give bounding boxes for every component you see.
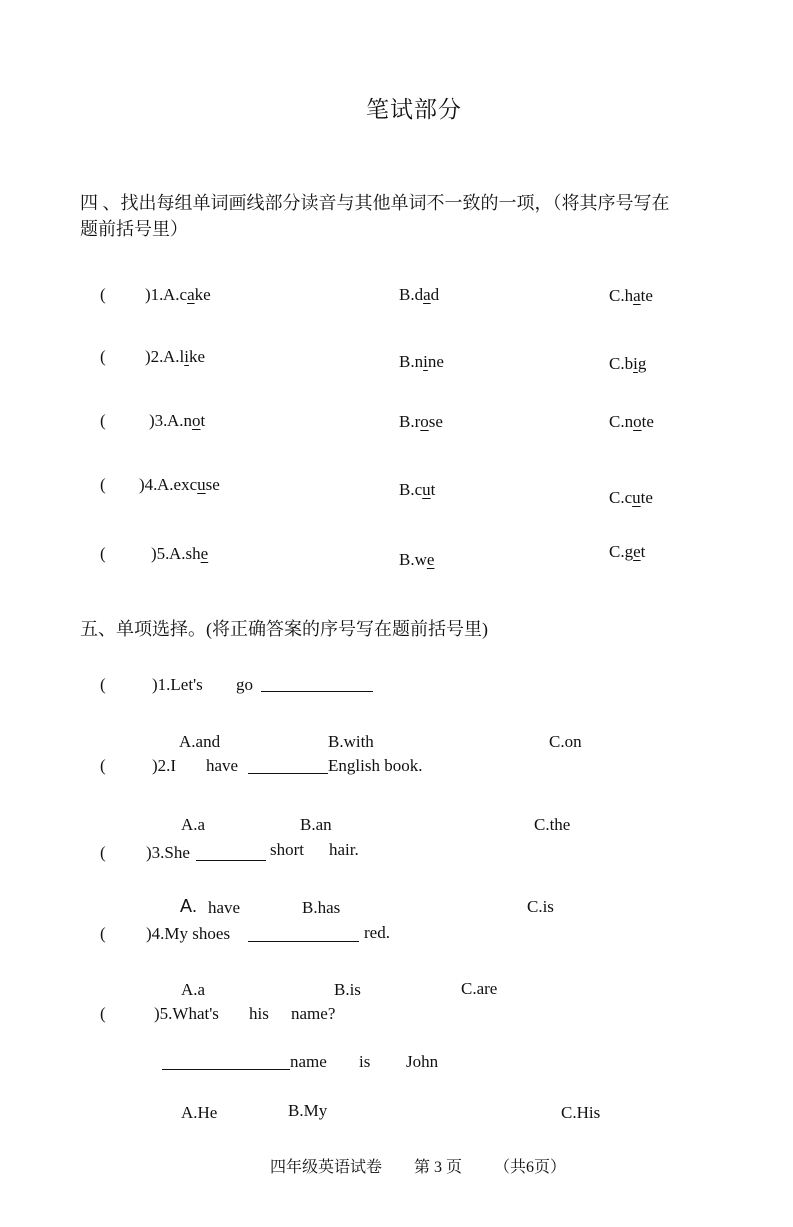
- option-c: C.is: [527, 897, 554, 916]
- option-b: B.has: [302, 898, 341, 917]
- option-a: [157, 476, 220, 493]
- word-part: ne: [427, 352, 444, 371]
- option-b: [399, 551, 434, 568]
- word-part: t: [430, 480, 436, 499]
- underlined-letters: e: [426, 550, 435, 569]
- word-part: B.d: [399, 285, 424, 304]
- answer-word: is: [359, 1052, 371, 1071]
- option-c: C.on: [549, 732, 582, 751]
- option-a: [167, 412, 205, 429]
- word-part: t: [200, 411, 206, 430]
- question-stem: )3.She: [146, 843, 190, 862]
- option-c: [609, 413, 654, 430]
- word-part: A.exc: [157, 475, 198, 494]
- question-stem: )1.Let's: [152, 675, 203, 694]
- answer-paren[interactable]: (: [100, 843, 106, 862]
- option-c: [609, 287, 653, 304]
- answer-paren[interactable]: (: [100, 675, 106, 694]
- option-a: A.a: [181, 815, 206, 834]
- word-part: A.c: [163, 285, 188, 304]
- answer-paren[interactable]: (: [100, 1004, 106, 1023]
- question-word: have: [206, 756, 239, 775]
- option-b: B.an: [300, 815, 332, 834]
- word-part: C.c: [609, 488, 633, 507]
- option-a: A.and: [179, 732, 221, 751]
- question-stem: )5.What's: [154, 1004, 219, 1023]
- word-part: ke: [188, 347, 206, 366]
- word-part: B.c: [399, 480, 423, 499]
- item-number: )5.: [151, 544, 170, 563]
- option-c: C.the: [534, 815, 571, 834]
- section5-heading: 五、单项选择。(将正确答案的序号写在题前括号里): [80, 619, 488, 639]
- question-rest: short: [270, 840, 304, 859]
- option-a: A.a: [181, 980, 206, 999]
- answer-paren[interactable]: (: [100, 756, 106, 775]
- underlined-letters: a: [187, 285, 195, 304]
- question-rest: red.: [364, 923, 390, 942]
- word-part: C.h: [609, 286, 634, 305]
- underlined-letters: u: [632, 488, 641, 507]
- underlined-letters: o: [633, 412, 642, 431]
- word-part: B.n: [399, 352, 424, 371]
- option-b: B.is: [334, 980, 361, 999]
- footer-page-total: （共6页）: [494, 1159, 567, 1176]
- word-part: d: [430, 285, 440, 304]
- underlined-letters: u: [197, 475, 206, 494]
- footer-exam-name: 四年级英语试卷: [270, 1159, 383, 1176]
- question-stem: )4.My shoes: [146, 924, 231, 943]
- option-a: A.He: [181, 1103, 218, 1122]
- underlined-letters: i: [633, 354, 638, 373]
- page-title: 笔试部分: [366, 97, 462, 122]
- answer-paren[interactable]: (: [100, 411, 106, 430]
- word-part: B.w: [399, 550, 427, 569]
- question-rest: English book.: [328, 756, 423, 775]
- word-part: C.n: [609, 412, 634, 431]
- option-b: [399, 286, 439, 303]
- question-word: go: [236, 675, 253, 694]
- option-a: [163, 286, 211, 303]
- item-number: )2.: [145, 347, 164, 366]
- word-part: C.g: [609, 542, 634, 561]
- answer-blank[interactable]: [261, 690, 373, 692]
- word-part: A.l: [163, 347, 185, 366]
- answer-paren[interactable]: (: [100, 544, 106, 563]
- option-a-letter: A.: [180, 896, 198, 916]
- underlined-letters: o: [420, 412, 429, 431]
- answer-word: John: [406, 1052, 439, 1071]
- question-word: name?: [291, 1004, 336, 1023]
- option-b: [399, 353, 444, 370]
- answer-blank[interactable]: [248, 940, 359, 942]
- word-part: se: [428, 412, 443, 431]
- answer-word: name: [290, 1052, 327, 1071]
- option-b: B.My: [288, 1101, 328, 1120]
- option-a: [169, 545, 208, 562]
- word-part: se: [205, 475, 220, 494]
- answer-paren[interactable]: (: [100, 285, 106, 304]
- option-c: [609, 489, 653, 506]
- option-a: have: [208, 898, 241, 917]
- answer-blank[interactable]: [196, 859, 266, 861]
- word-part: A.sh: [169, 544, 201, 563]
- item-number: )1.: [145, 285, 164, 304]
- footer-page-number: 第 3 页: [414, 1159, 463, 1176]
- word-part: ke: [194, 285, 211, 304]
- word-part: te: [640, 286, 653, 305]
- item-number: )3.: [149, 411, 168, 430]
- word-part: C.b: [609, 354, 634, 373]
- option-c: [609, 543, 645, 560]
- option-a: [163, 348, 205, 365]
- option-b: [399, 413, 443, 430]
- section4-heading-line2: 题前括号里）: [80, 219, 188, 239]
- question-word: his: [249, 1004, 269, 1023]
- underlined-letters: o: [192, 411, 201, 430]
- underlined-letters: u: [422, 480, 431, 499]
- option-b: B.with: [328, 732, 374, 751]
- option-c: C.His: [561, 1103, 601, 1122]
- answer-paren[interactable]: (: [100, 475, 106, 494]
- word-part: te: [641, 412, 654, 431]
- underlined-letters: i: [184, 347, 189, 366]
- word-part: t: [640, 542, 646, 561]
- answer-paren[interactable]: (: [100, 347, 106, 366]
- underlined-letters: i: [423, 352, 428, 371]
- question-rest: hair.: [329, 840, 359, 859]
- word-part: g: [637, 354, 647, 373]
- underlined-letters: a: [423, 285, 431, 304]
- word-part: B.r: [399, 412, 421, 431]
- underlined-letters: e: [633, 542, 641, 561]
- section4-heading-line1: 四 、找出每组单词画线部分读音与其他单词不一致的一项，（将其序号写在: [80, 193, 670, 213]
- option-b: [399, 481, 435, 498]
- item-number: )4.: [139, 475, 158, 494]
- option-c: [609, 355, 646, 372]
- word-part: te: [640, 488, 653, 507]
- word-part: A.n: [167, 411, 193, 430]
- answer-blank[interactable]: [162, 1068, 290, 1070]
- underlined-letters: e: [200, 544, 209, 563]
- option-c: C.are: [461, 979, 498, 998]
- answer-paren[interactable]: (: [100, 924, 106, 943]
- answer-blank[interactable]: [248, 772, 328, 774]
- underlined-letters: a: [633, 286, 641, 305]
- question-stem: )2.I: [152, 756, 177, 775]
